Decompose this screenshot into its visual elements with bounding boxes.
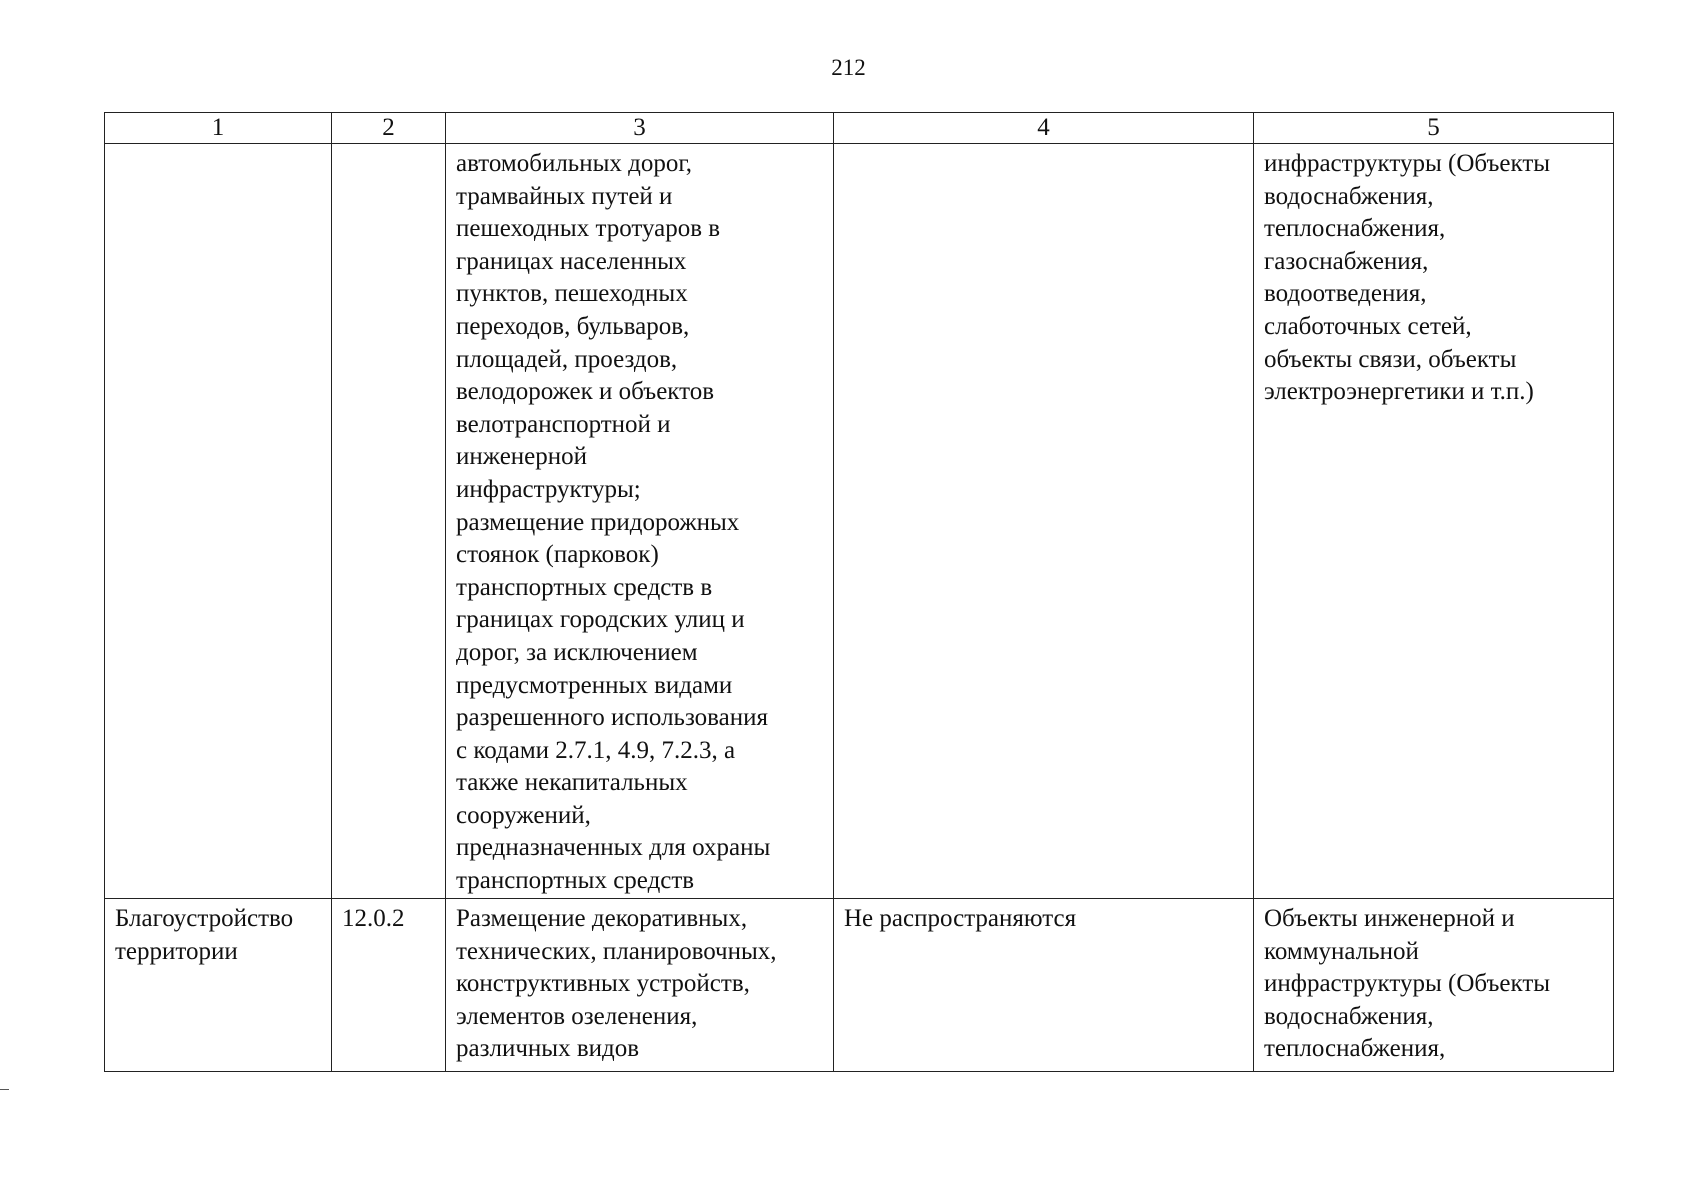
use-description-cell: автомобильных дорог, трамвайных путей и пешеходных тротуаров в границах населенных пунктов, пешеходных переходов, бульваров, площадей, проездов, велодорожек и объектов велотранспортной и инженерной инфраструктуры; размещение придорожных стоянок (парковок) транспортных средств в границах городских улиц и дорог, за исключением предусмотренных видами разрешенного использования с кодами 2.7.1, 4.9, 7.2.3, а также некапитальных сооружений, предназначенных для охраны транспортных средств (446, 144, 834, 899)
page-number: 212 (831, 55, 866, 80)
column-header-2: 2 (332, 113, 446, 144)
limits-cell (834, 144, 1254, 899)
column-number-row (105, 113, 1614, 144)
table-row (105, 144, 1614, 899)
scan-margin-mark (0, 1089, 9, 1090)
use-name-cell (105, 144, 332, 899)
table-row (105, 899, 1614, 1072)
land-use-table (104, 112, 1614, 1072)
column-header-5: 5 (1254, 113, 1614, 144)
use-code-cell: 12.0.2 (332, 899, 446, 1072)
column-header-1: 1 (105, 113, 332, 144)
column-header-3: 3 (446, 113, 834, 144)
use-code-cell (332, 144, 446, 899)
objects-cell: инфраструктуры (Объекты водоснабжения, теплоснабжения, газоснабжения, водоотведения, слаботочных сетей, объекты связи, объекты электроэнергетики и т.п.) (1254, 144, 1614, 899)
column-header-4: 4 (834, 113, 1254, 144)
use-description-cell: Размещение декоративных, технических, планировочных, конструктивных устройств, элементов озеленения, различных видов (446, 899, 834, 1072)
limits-cell: Не распространяются (834, 899, 1254, 1072)
objects-cell: Объекты инженерной и коммунальной инфраструктуры (Объекты водоснабжения, теплоснабжения, (1254, 899, 1614, 1072)
use-name-cell: Благоустройство территории (105, 899, 332, 1072)
